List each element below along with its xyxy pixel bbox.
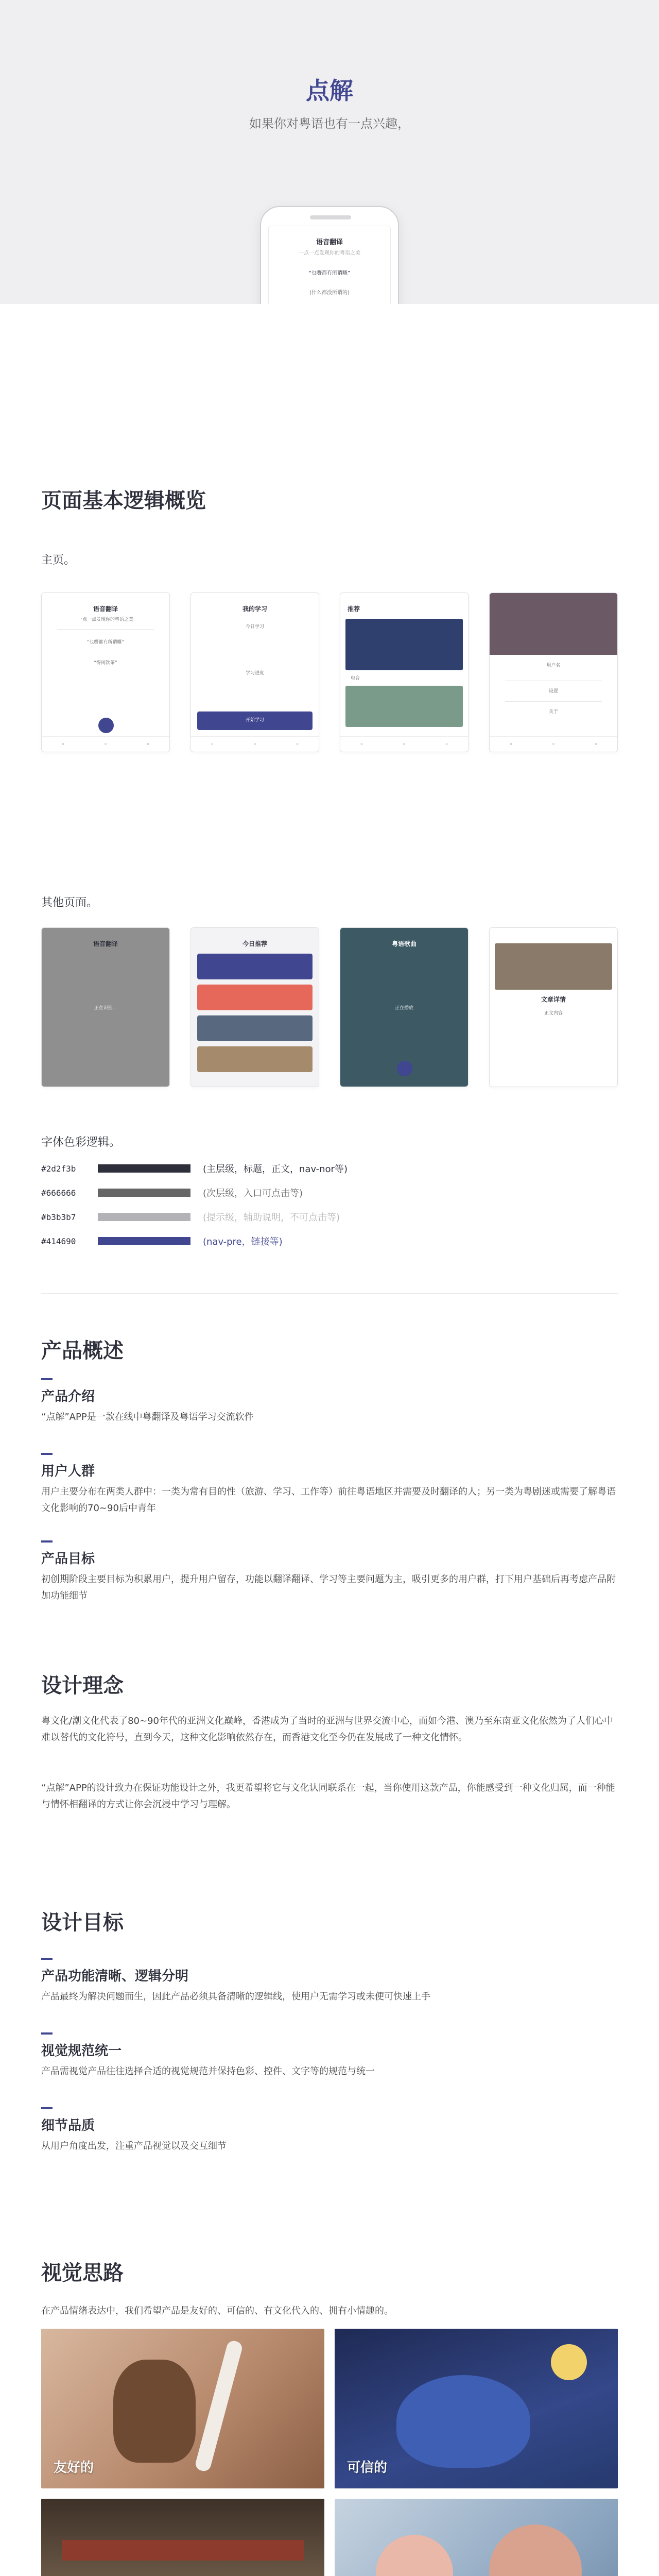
- accent-dash: [41, 2032, 53, 2035]
- tab-icon: ◦: [402, 741, 406, 748]
- mock-card: [197, 985, 313, 1010]
- section-title-overview: 页面基本逻辑概览: [41, 489, 206, 513]
- heading-goal-1: 产品功能清晰、逻辑分明: [41, 1969, 189, 1984]
- tab-icon: ◦: [146, 741, 150, 748]
- text-goal-2: 产品需视觉产品往往选择合适的视觉规范并保持色彩、控件、文字等的规范与统一: [41, 2066, 375, 2077]
- mock-text: “得闲饮茶”: [94, 660, 117, 666]
- label-font-colors: 字体色彩逻辑。: [41, 1136, 121, 1149]
- cat-figure-shape: [396, 2375, 530, 2468]
- heading-goal-2: 视觉规范统一: [41, 2043, 122, 2059]
- color-row-hint: [41, 1210, 340, 1224]
- accent-dash: [41, 1453, 53, 1455]
- face-shape: [376, 2535, 453, 2576]
- mock-tab-bar: [340, 736, 468, 752]
- accent-dash: [41, 1540, 53, 1543]
- mock-title: 粤语歌曲: [391, 940, 417, 947]
- mock-text: 今日学习: [245, 624, 264, 630]
- tab-icon: ◦: [211, 741, 214, 748]
- play-button: [397, 1061, 412, 1076]
- visual-mood-grid: [41, 2329, 618, 2576]
- mock-text: 正在识别...: [94, 1006, 117, 1011]
- mock-tab-bar: [191, 736, 319, 752]
- mock-divider: [57, 629, 154, 630]
- phone-quote-translation: (什么都没所谓的): [309, 290, 350, 296]
- mood-image-fun: [335, 2499, 618, 2576]
- text-goal: 初创期阶段主要目标为积累用户，提升用户留存，功能以翻译翻译、学习等主要问题为主，吸引更多的用户群，打下用户基础后再考虑产品附加功能细节: [41, 1574, 616, 1601]
- accent-dash: [41, 1378, 53, 1380]
- mock-title: 我的学习: [242, 605, 267, 613]
- mood-image-friendly: [41, 2329, 324, 2488]
- mic-button: [98, 718, 114, 733]
- mock-text: 电台: [351, 676, 360, 681]
- heading-intro: 产品介绍: [41, 1389, 95, 1404]
- section-title-goals: 设计目标: [41, 1911, 124, 1935]
- mock-study: [190, 592, 319, 752]
- mock-card: [197, 1046, 313, 1072]
- content: [0, 304, 659, 2576]
- tab-icon: ◦: [551, 741, 556, 748]
- tab-icon: ◦: [103, 741, 108, 748]
- mock-card-image: [345, 686, 463, 727]
- tab-icon: ◦: [445, 741, 448, 748]
- hero-subtitle: 如果你对粤语也有一点兴趣，: [249, 116, 410, 131]
- color-hex: #666666: [41, 1188, 76, 1198]
- phone-quote: “乜嘢都冇所谓嘅”: [308, 270, 351, 276]
- heading-goal-3: 细节品质: [41, 2118, 95, 2133]
- color-row-secondary: [41, 1186, 303, 1199]
- tab-icon: ◦: [360, 741, 363, 748]
- mock-song-player: [340, 927, 469, 1087]
- face-shape: [489, 2524, 582, 2576]
- color-row-accent: [41, 1234, 283, 1248]
- mock-divider: [505, 701, 602, 702]
- color-swatch: [98, 1189, 190, 1197]
- mock-text: 用户名: [546, 663, 561, 668]
- text-users: 用户主要分布在两类人群中：一类为常有目的性（旅游、学习、工作等）前往粤语地区并需要及时翻译的人；另一类为粤剧迷或需要了解粤语文化影响的70~90后中青年: [41, 1486, 616, 1514]
- mood-image-cultural: [41, 2499, 324, 2576]
- mock-tab-bar: [490, 736, 617, 752]
- hero-section: [0, 0, 659, 304]
- moon-shape: [551, 2344, 587, 2380]
- hero-title: 点解: [306, 77, 353, 105]
- text-concept-2: “点解”APP的设计致力在保证功能设计之外，我更希望将它与文化认同联系在一起，当你使用这款产品，你能感受到一种文化归属，而一种能与情怀相翻译的方式让你会沉浸中学习与理解。: [41, 1783, 615, 1810]
- mock-title: 文章详情: [541, 996, 566, 1003]
- phone-screen-subtitle: 一点一点发现你的粤语之美: [299, 250, 360, 256]
- mock-text: 正在播放: [394, 1006, 413, 1011]
- mock-profile: [489, 592, 618, 752]
- tab-icon: ◦: [296, 741, 299, 748]
- text-intro: “点解”APP是一款在线中粤翻译及粤语学习交流软件: [41, 1412, 254, 1422]
- mock-article: [489, 927, 618, 1087]
- heading-goal: 产品目标: [41, 1551, 95, 1567]
- main-pages-row: [41, 592, 618, 752]
- section-divider: [41, 1293, 618, 1294]
- mock-text: “乜嘢都冇所谓嘅”: [86, 640, 125, 645]
- color-desc: (主层级，标题，正文，nav-nor等): [203, 1164, 348, 1175]
- color-hex: #2d2f3b: [41, 1163, 76, 1174]
- color-swatch: [98, 1213, 190, 1221]
- mood-caption: 可信的: [347, 2460, 388, 2476]
- mock-banner-image: [345, 619, 463, 670]
- tab-icon: ◦: [253, 741, 257, 748]
- accent-dash: [41, 2107, 53, 2109]
- heading-users: 用户人群: [41, 1464, 95, 1479]
- section-title-concept: 设计理念: [41, 1674, 124, 1698]
- label-main-pages: 主页。: [41, 554, 76, 567]
- phone-notch: [310, 215, 351, 219]
- mock-home-translate: [41, 592, 170, 752]
- fox-figure-shape: [113, 2360, 196, 2463]
- label-other-pages: 其他页面。: [41, 896, 98, 909]
- mock-card: [197, 954, 313, 979]
- text-goal-1: 产品最终为解决问题而生，因此产品必须具备清晰的逻辑线，使用户无需学习或未便可快速上手: [41, 1991, 430, 2002]
- color-swatch: [98, 1237, 190, 1245]
- mood-image-trustworthy: [335, 2329, 618, 2488]
- mock-text: 开始学习: [245, 718, 264, 723]
- mock-title: 语音翻译: [93, 605, 118, 613]
- color-hex: #b3b3b7: [41, 1212, 76, 1222]
- text-visual-desc: 在产品情绪表达中，我们希望产品是友好的、可信的、有文化代入的、拥有小情趣的。: [41, 2306, 393, 2316]
- text-concept-1: 粤文化/潮文化代表了80~90年代的亚洲文化巅峰，香港成为了当时的亚洲与世界交流中心，而如今港、澳乃至东南亚文化依然为了人们心中难以替代的文化符号，直到今天，这种文化影响依然存在，而香港文化至今仍在发展成了一种文化情怀。: [41, 1716, 613, 1743]
- tab-icon: ◦: [61, 741, 65, 748]
- mock-card: [197, 1015, 313, 1041]
- color-desc: (次层级，入口可点击等): [203, 1188, 303, 1199]
- section-title-product: 产品概述: [41, 1339, 124, 1363]
- text-goal-3: 从用户角度出发，注重产品视觉以及交互细节: [41, 2141, 227, 2151]
- mock-title: 今日推荐: [242, 940, 267, 947]
- mock-article-image: [495, 943, 612, 990]
- mock-title: 语音翻译: [93, 940, 118, 947]
- mock-text: 一点一点发现你的粤语之美: [77, 617, 133, 622]
- mock-profile-cover: [490, 593, 617, 655]
- color-swatch: [98, 1164, 190, 1173]
- phone-screen-title: 语音翻译: [316, 239, 343, 246]
- tab-icon: ◦: [509, 741, 513, 748]
- mock-text: 学习进度: [245, 671, 264, 676]
- mock-text: 正文内容: [544, 1011, 563, 1016]
- color-desc: (nav-pre，链接等): [203, 1236, 283, 1247]
- other-pages-row: [41, 927, 618, 1087]
- mock-tab-bar: [42, 736, 169, 752]
- mock-today-recommend: [190, 927, 319, 1087]
- pen-shape: [194, 2340, 244, 2473]
- awning-shape: [62, 2540, 304, 2561]
- mood-caption: 友好的: [54, 2460, 94, 2476]
- mock-text: 关于: [548, 709, 558, 715]
- mock-title: 推荐: [348, 605, 360, 613]
- color-desc: (提示级，辅助说明，不可点击等): [203, 1212, 340, 1223]
- mock-text: 设置: [548, 689, 558, 694]
- tab-icon: ◦: [594, 741, 598, 748]
- color-row-primary: [41, 1162, 348, 1175]
- section-title-visual: 视觉思路: [41, 2261, 124, 2285]
- color-hex: #414690: [41, 1236, 76, 1246]
- mock-translating: [41, 927, 170, 1087]
- accent-dash: [41, 1958, 53, 1960]
- mock-recommend: [340, 592, 469, 752]
